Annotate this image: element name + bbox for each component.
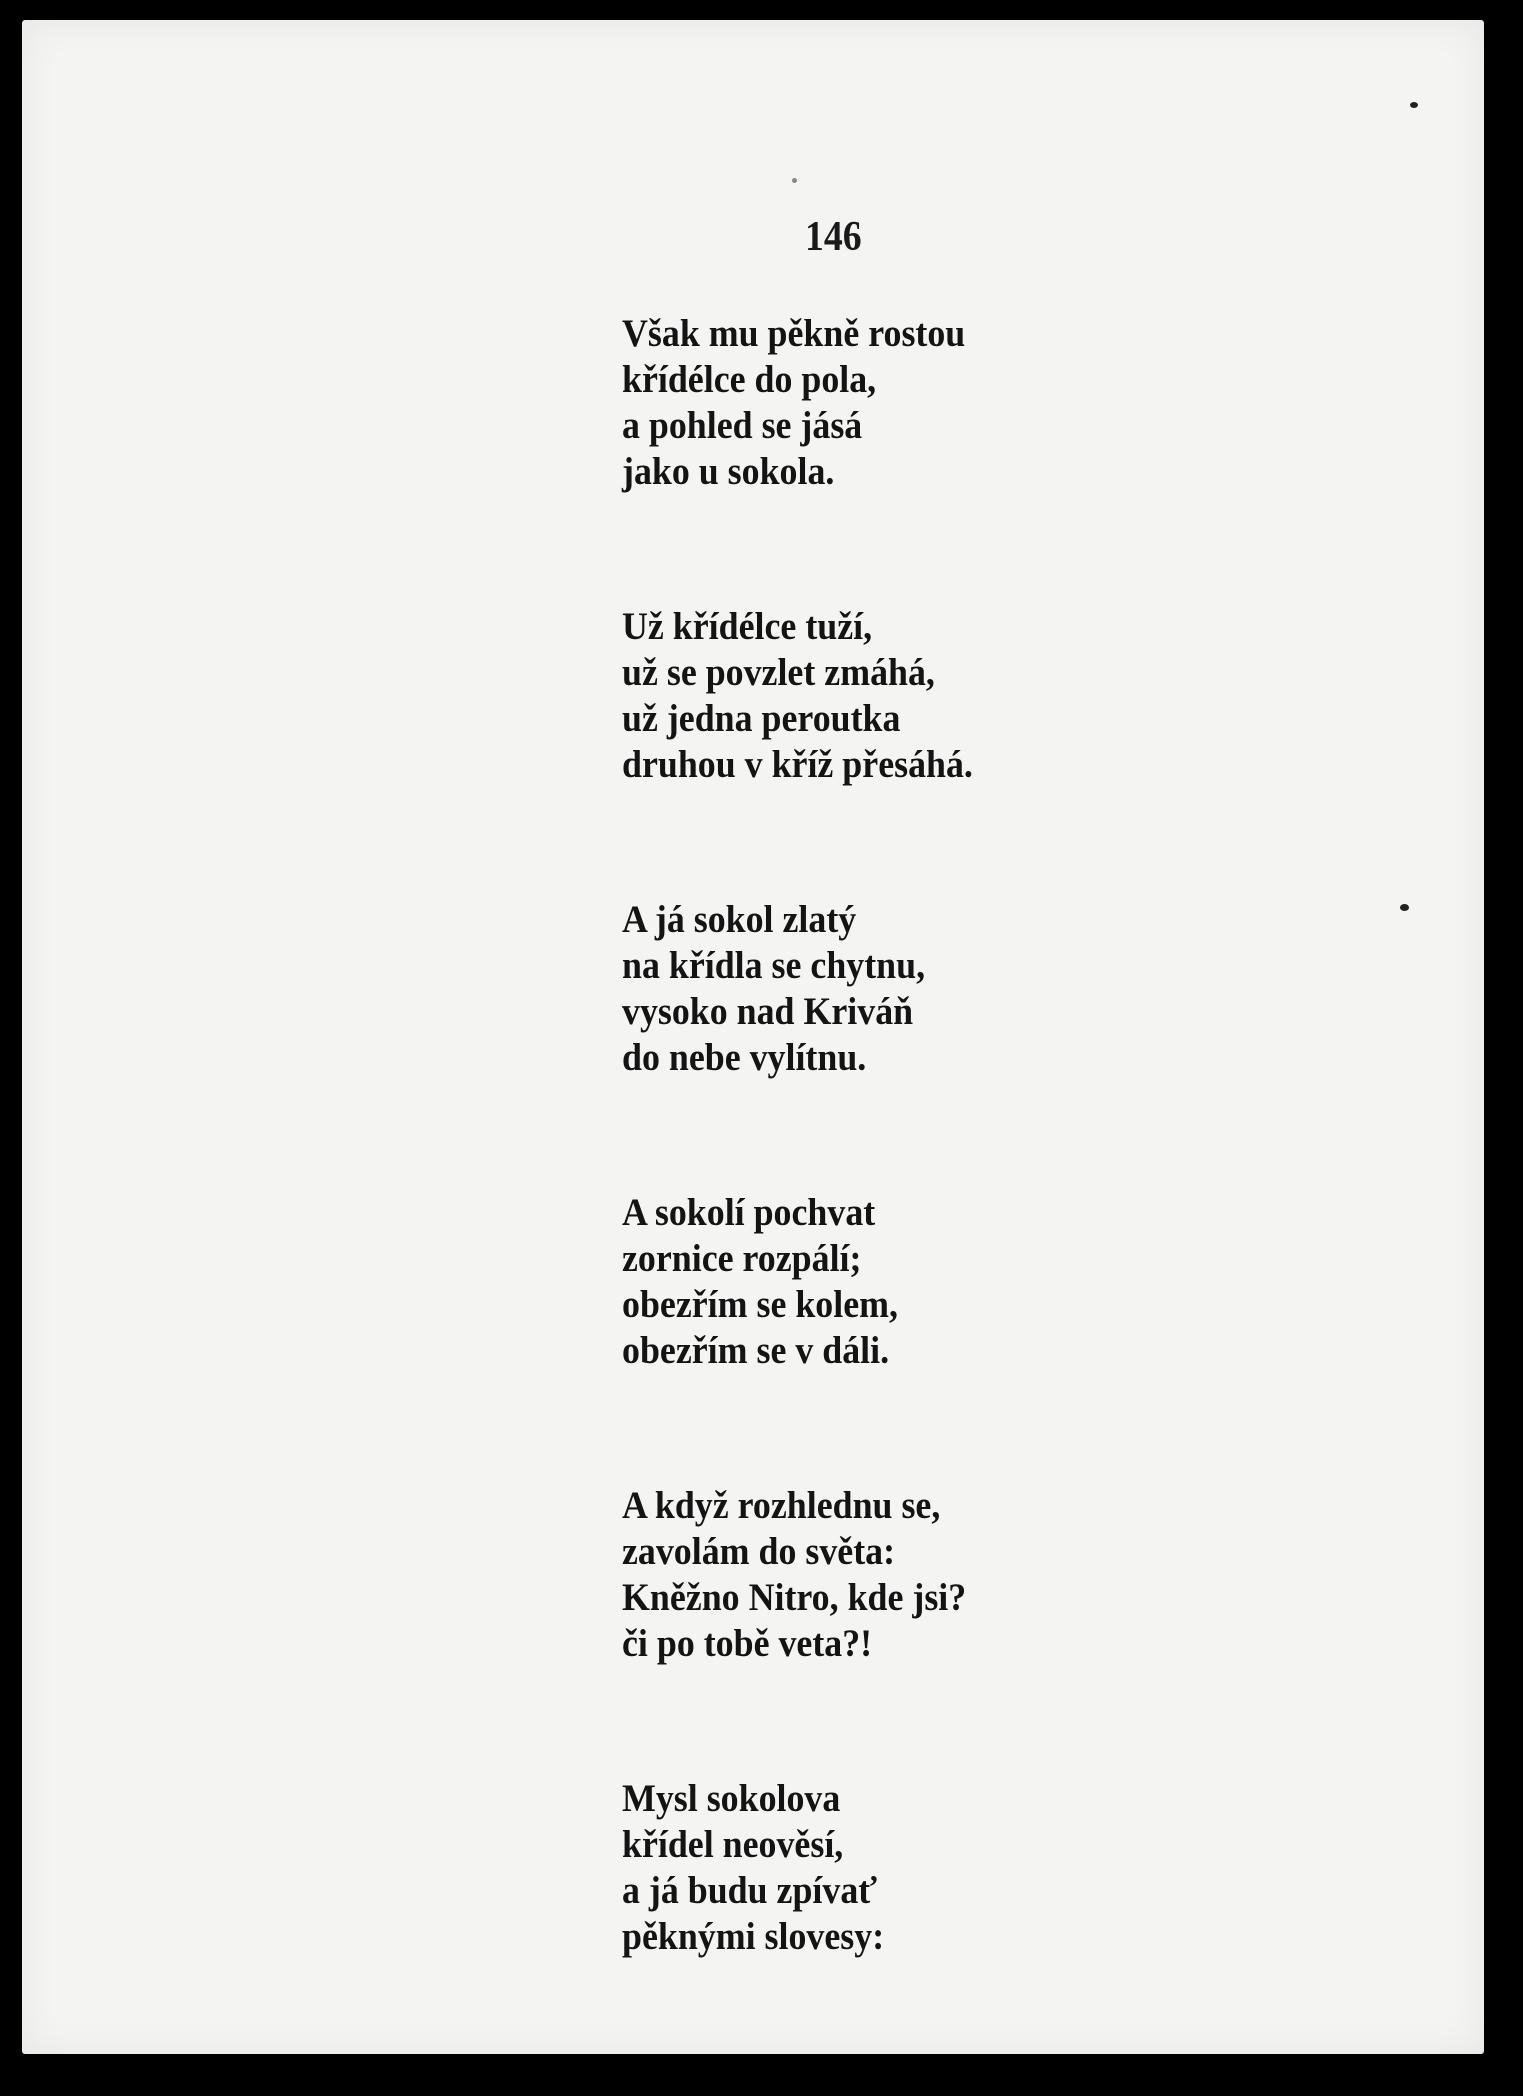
verse-line: A já sokol zlatý [622,898,857,941]
page-number: 146 [805,214,862,260]
scan-speck [1410,102,1418,108]
verse-line: Už křídélce tuží, [622,605,873,648]
verse-line: Však mu pěkně rostou [622,312,966,355]
verse-line: a já budu zpívať [622,1869,877,1912]
stanza [622,604,1003,788]
verse-line: vysoko nad Kriváň [622,990,914,1033]
verse-line: zornice rozpálí; [622,1237,862,1280]
poem [622,311,1003,2069]
scan-speck [792,178,797,183]
verse-line: obezřím se v dáli. [622,1329,890,1372]
verse-line: druhou v kříž přesáhá. [622,743,973,786]
verse-line: obezřím se kolem, [622,1283,899,1326]
verse-line: křídel neověsí, [622,1823,844,1866]
verse-line: A když rozhlednu se, [622,1484,941,1527]
verse-line: a pohled se jásá [622,404,863,447]
book-page [22,20,1484,2054]
verse-line: jako u sokola. [622,450,835,493]
verse-line: zavolám do světa: [622,1530,896,1573]
verse-line: Kněžno Nitro, kde jsi? [622,1576,967,1619]
verse-line: křídélce do pola, [622,358,877,401]
verse-line: Mysl sokolova [622,1777,841,1820]
stanza [622,1776,1003,1960]
stanza [622,1483,1003,1667]
stanza [622,1190,1003,1374]
verse-line: na křídla se chytnu, [622,944,926,987]
verse-line: pěknými slovesy: [622,1915,885,1958]
stanza [622,897,1003,1081]
stanza [622,311,1003,495]
verse-line: už se povzlet zmáhá, [622,651,935,694]
verse-line: či po tobě veta?! [622,1622,873,1665]
scan-speck [1400,904,1409,911]
verse-line: už jedna peroutka [622,697,901,740]
verse-line: A sokolí pochvat [622,1191,876,1234]
verse-line: do nebe vylítnu. [622,1036,867,1079]
